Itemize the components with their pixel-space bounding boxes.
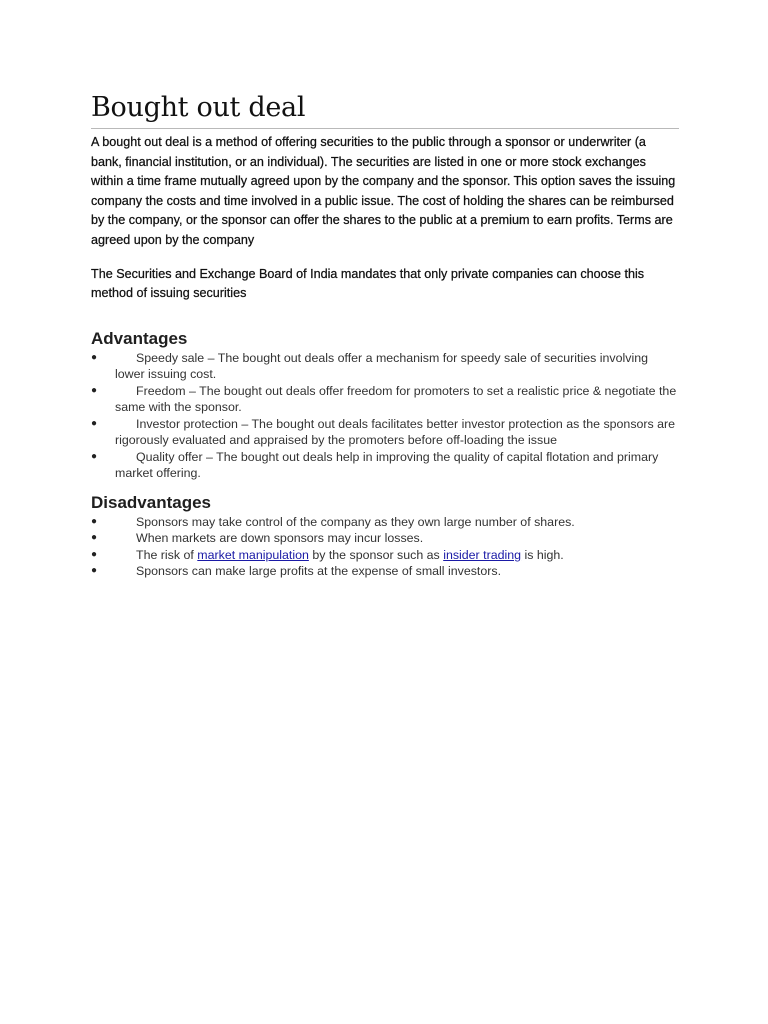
- disadvantage-text: When markets are down sponsors may incur losses.: [136, 531, 424, 546]
- list-item: [91, 449, 679, 482]
- list-item: [91, 530, 679, 547]
- list-item: [91, 547, 679, 564]
- intro-paragraph: A bought out deal is a method of offering securities to the public through a sponsor or underwriter (a bank, financial institution, or an individual). The securities are listed in one or more stock exchanges within a time frame mutually agreed upon by the company and the sponsor. This option saves the issuing company the costs and time involved in a public issue. The cost of holding the shares can be reimbursed by the company, or the sponsor can offer the shares to the public at a premium to earn profits. Terms are agreed upon by the company: [91, 135, 676, 247]
- advantage-text: Investor protection – The bought out deals facilitates better investor protection as the sponsors are rigorously evaluated and appraised by the promoters before off-loading the issue: [115, 416, 676, 448]
- bullet-icon: ●: [91, 450, 98, 462]
- disadvantages-list: [91, 514, 679, 580]
- bullet-icon: ●: [91, 532, 98, 544]
- list-item: [91, 563, 679, 580]
- list-item: [91, 514, 679, 531]
- advantage-text: Speedy sale – The bought out deals offer a mechanism for speedy sale of securities involving lower issuing cost.: [115, 350, 648, 382]
- disadvantage-text-post: is high.: [521, 547, 564, 562]
- insider-trading-link[interactable]: insider trading: [443, 547, 522, 562]
- disadvantage-text: Sponsors can make large profits at the expense of small investors.: [136, 564, 502, 579]
- sebi-paragraph: The Securities and Exchange Board of India mandates that only private companies can choose this method of issuing securities: [91, 266, 645, 301]
- list-item: [91, 350, 679, 383]
- disadvantages-heading: Disadvantages: [91, 492, 211, 512]
- bullet-icon: ●: [91, 351, 98, 363]
- list-item: [91, 416, 679, 449]
- advantage-text: Quality offer – The bought out deals help in improving the quality of capital flotation and primary market offering.: [115, 449, 659, 481]
- advantages-heading: Advantages: [91, 328, 188, 348]
- market-manipulation-link[interactable]: market manipulation: [197, 547, 309, 562]
- list-item: [91, 383, 679, 416]
- disadvantage-text-mid: by the sponsor such as: [308, 547, 444, 562]
- bullet-icon: ●: [91, 548, 98, 560]
- disadvantage-text: Sponsors may take control of the company as they own large number of shares.: [136, 514, 575, 529]
- advantage-text: Freedom – The bought out deals offer freedom for promoters to set a realistic price & negotiate the same with the sponsor.: [115, 383, 677, 415]
- bullet-icon: ●: [91, 384, 98, 396]
- advantages-list: [91, 350, 679, 482]
- document-page: [91, 90, 679, 580]
- bullet-icon: ●: [91, 515, 98, 527]
- disadvantage-text-pre: The risk of: [136, 547, 198, 562]
- page-title: Bought out deal: [91, 90, 679, 129]
- bullet-icon: ●: [91, 417, 98, 429]
- bullet-icon: ●: [91, 565, 98, 577]
